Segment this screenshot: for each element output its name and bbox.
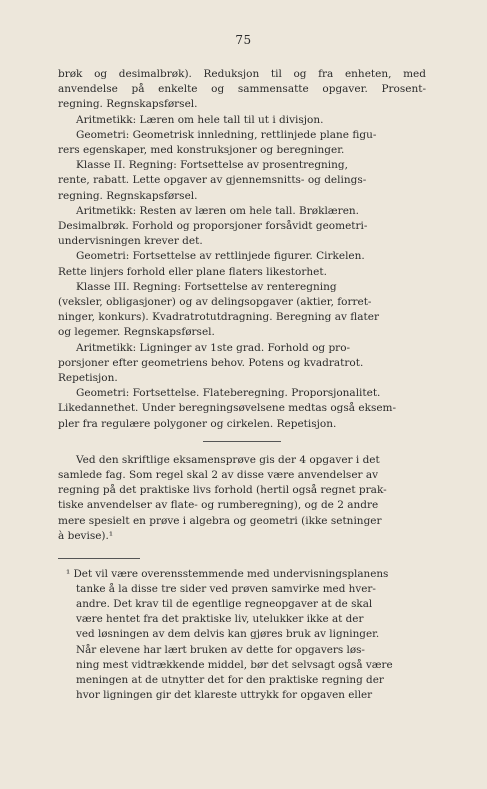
footnote-line: meningen at de utnytter det for den praktiske regning der	[76, 673, 384, 686]
exam-paragraph-line: mere spesielt en prøve i algebra og geometri (ikke setninger	[58, 514, 382, 527]
curriculum-line: Rette linjers forhold eller plane flaters likestorhet.	[58, 265, 327, 278]
page-number: 75	[235, 33, 252, 47]
footnote-line: ¹ Det vil være overensstemmende med undervisningsplanens	[66, 568, 389, 581]
footnote-line: Når elevene har lært bruken av dette for opgavers løs-	[76, 643, 365, 656]
footnote-rule	[58, 558, 140, 559]
curriculum-line: regning. Regnskapsførsel.	[58, 98, 198, 111]
curriculum-line: anvendelse på enkelte og sammensatte opgaver. Prosent-	[58, 83, 426, 96]
curriculum-line: Desimalbrøk. Forhold og proporsjoner forsåvidt geometri-	[58, 220, 368, 233]
curriculum-line: pler fra regulære polygoner og cirkelen. Repetisjon.	[58, 417, 337, 430]
section-divider	[203, 441, 281, 442]
curriculum-line: Geometri: Geometrisk innledning, rettlinjede plane figu-	[76, 128, 377, 141]
curriculum-line: Repetisjon.	[58, 372, 118, 385]
curriculum-line: Aritmetikk: Resten av læren om hele tall. Brøklæren.	[76, 204, 360, 217]
exam-paragraph-line: tiske anvendelser av flate- og rumberegning), og de 2 andre	[58, 499, 379, 512]
footnote-line: være hentet fra det praktiske liv, utelukker ikke at der	[76, 613, 364, 626]
footnote-line: ning mest vidtrækkende middel, bør det selvsagt også være	[76, 658, 393, 671]
curriculum-line: Klasse III. Regning: Fortsettelse av renteregning	[76, 280, 337, 293]
curriculum-line: brøk og desimalbrøk). Reduksjon til og fra enheten, med	[58, 68, 426, 80]
curriculum-line: ninger, konkurs). Kvadratrotutdragning. Beregning av flater	[58, 311, 379, 324]
curriculum-line: Aritmetikk: Læren om hele tall til ut i divisjon.	[76, 113, 324, 126]
exam-paragraph-line: samlede fag. Som regel skal 2 av disse være anvendelser av	[58, 469, 379, 482]
curriculum-line: Aritmetikk: Ligninger av 1ste grad. Forhold og pro-	[76, 341, 351, 354]
exam-paragraph-line: à bevise).¹	[58, 529, 114, 542]
curriculum-line: og legemer. Regnskapsførsel.	[58, 326, 215, 339]
curriculum-line: Klasse II. Regning: Fortsettelse av prosentregning,	[76, 159, 348, 172]
curriculum-line: regning. Regnskapsførsel.	[58, 189, 198, 202]
footnote	[58, 567, 426, 703]
curriculum-line: undervisningen krever det.	[58, 235, 203, 248]
curriculum-line: (veksler, obligasjoner) og av delingsopgaver (aktier, forret-	[58, 296, 372, 309]
curriculum-line: rente, rabatt. Lette opgaver av gjennemsnitts- og delings-	[58, 174, 367, 187]
curriculum-line: Geometri: Fortsettelse. Flateberegning. Proporsjonalitet.	[76, 387, 381, 400]
text-body	[58, 67, 426, 703]
footnote-line: ved løsningen av dem delvis kan gjøres bruk av ligninger.	[76, 628, 380, 641]
footnote-line: tanke å la disse tre sider ved prøven samvirke med hver-	[76, 583, 376, 596]
curriculum-line: rers egenskaper, med konstruksjoner og beregninger.	[58, 144, 345, 157]
curriculum-line: Likedannethet. Under beregningsøvelsene medtas også eksem-	[58, 402, 397, 415]
curriculum-line: porsjoner efter geometriens behov. Potens og kvadratrot.	[58, 356, 364, 369]
curriculum-line: Geometri: Fortsettelse av rettlinjede figurer. Cirkelen.	[76, 250, 365, 263]
exam-paragraph-line: Ved den skriftlige eksamensprøve gis der 4 opgaver i det	[76, 453, 380, 466]
footnote-line: hvor ligningen gir det klareste uttrykk for opgaven eller	[76, 688, 373, 701]
exam-paragraph-line: regning på det praktiske livs forhold (hertil også regnet prak-	[58, 484, 387, 497]
footnote-line: andre. Det krav til de egentlige regneopgaver at de skal	[76, 598, 373, 611]
